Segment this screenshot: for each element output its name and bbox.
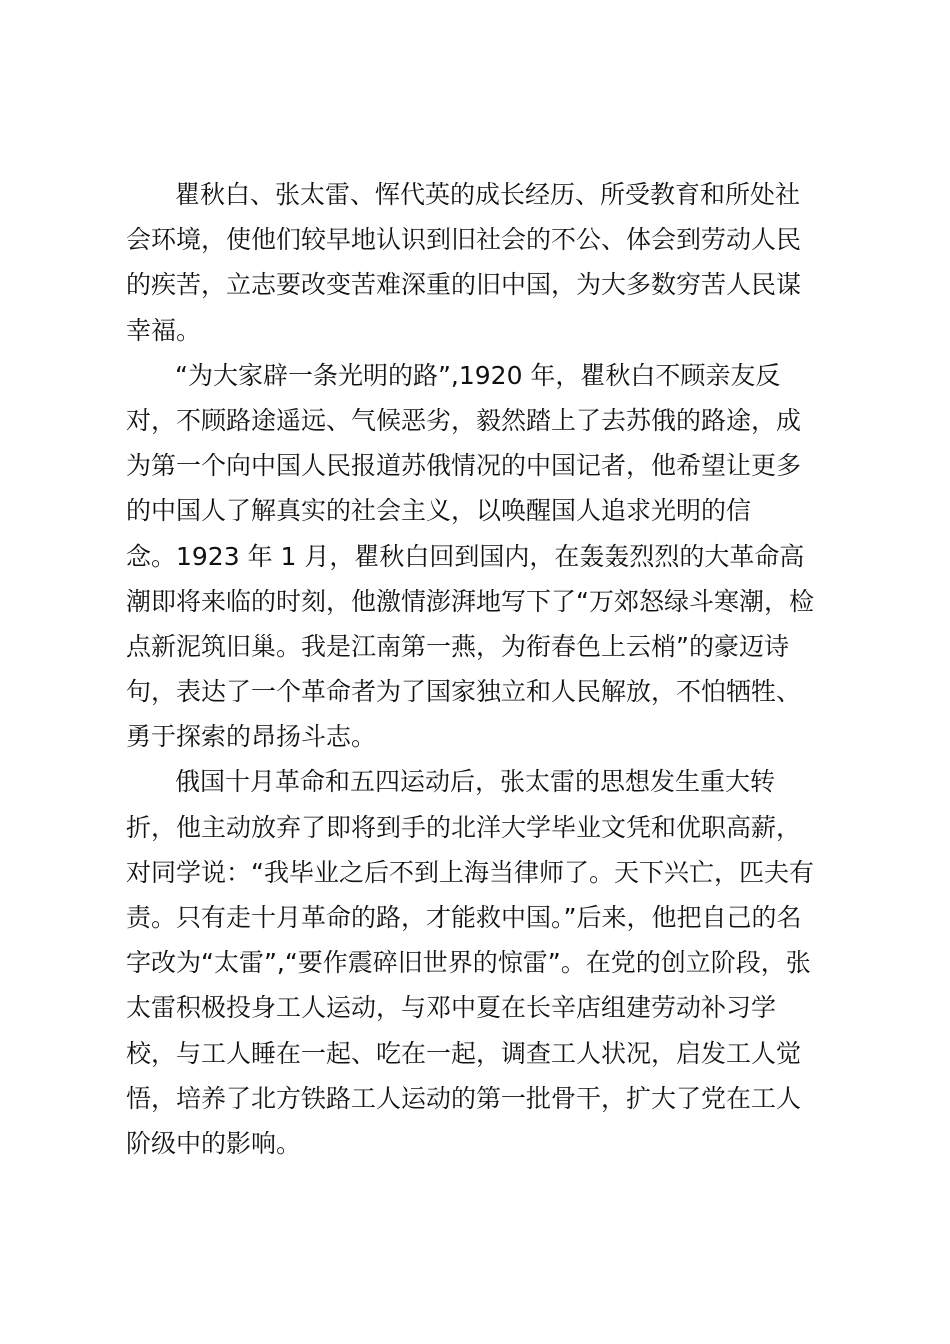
text-line: 悟，培养了北方铁路工人运动的第一批骨干，扩大了党在工人 [126,1083,802,1113]
paragraph-2 [126,353,831,760]
text-line: 会环境，使他们较早地认识到旧社会的不公、体会到劳动人民 [126,225,802,255]
text-line: 念。1923 年 1 月，瞿秋白回到国内，在轰轰烈烈的大革命高 [126,541,805,571]
paragraph-3 [126,759,831,1166]
text-line: 瞿秋白、张太雷、恽代英的成长经历、所受教育和所处社 [175,180,801,209]
text-line: 校，与工人睡在一起、吃在一起，调查工人状况，启发工人觉 [126,1038,802,1068]
text-line: 点新泥筑旧巢。我是江南第一燕，为衔春色上云梢”的豪迈诗 [126,631,789,661]
text-line: 责。只有走十月革命的路，才能救中国。”后来，他把自己的名 [126,903,802,932]
text-line: “为大家辟一条光明的路”,1920 年，瞿秋白不顾亲友反 [175,360,781,390]
text-line: 字改为“太雷”,“要作震碎旧世界的惊雷”。在党的创立阶段，张 [126,948,811,978]
text-line: 幸福。 [126,315,202,345]
text-line: 俄国十月革命和五四运动后，张太雷的思想发生重大转 [175,767,776,797]
text-line: 勇于探索的昂扬斗志。 [126,722,377,752]
paragraph-1 [126,172,831,353]
text-line: 为第一个向中国人民报道苏俄情况的中国记者，他希望让更多 [126,451,802,481]
text-line: 潮即将来临的时刻，他激情澎湃地写下了“万郊怒绿斗寒潮，检 [126,586,814,616]
text-line: 折，他主动放弃了即将到手的北洋大学毕业文凭和优职高薪， [126,812,802,842]
document-body [126,172,831,1166]
text-line: 句，表达了一个革命者为了国家独立和人民解放，不怕牺牲、 [126,677,802,707]
text-line: 太雷积极投身工人运动，与邓中夏在长辛店组建劳动补习学 [126,993,777,1023]
text-line: 的中国人了解真实的社会主义，以唤醒国人追求光明的信 [126,496,752,526]
text-line: 的疾苦，立志要改变苦难深重的旧中国，为大多数穷苦人民谋 [126,270,802,300]
text-line: 对，不顾路途遥远、气候恶劣，毅然踏上了去苏俄的路途，成 [126,405,802,435]
text-line: 阶级中的影响。 [126,1128,302,1158]
text-line: 对同学说：“我毕业之后不到上海当律师了。天下兴亡，匹夫有 [126,857,814,887]
